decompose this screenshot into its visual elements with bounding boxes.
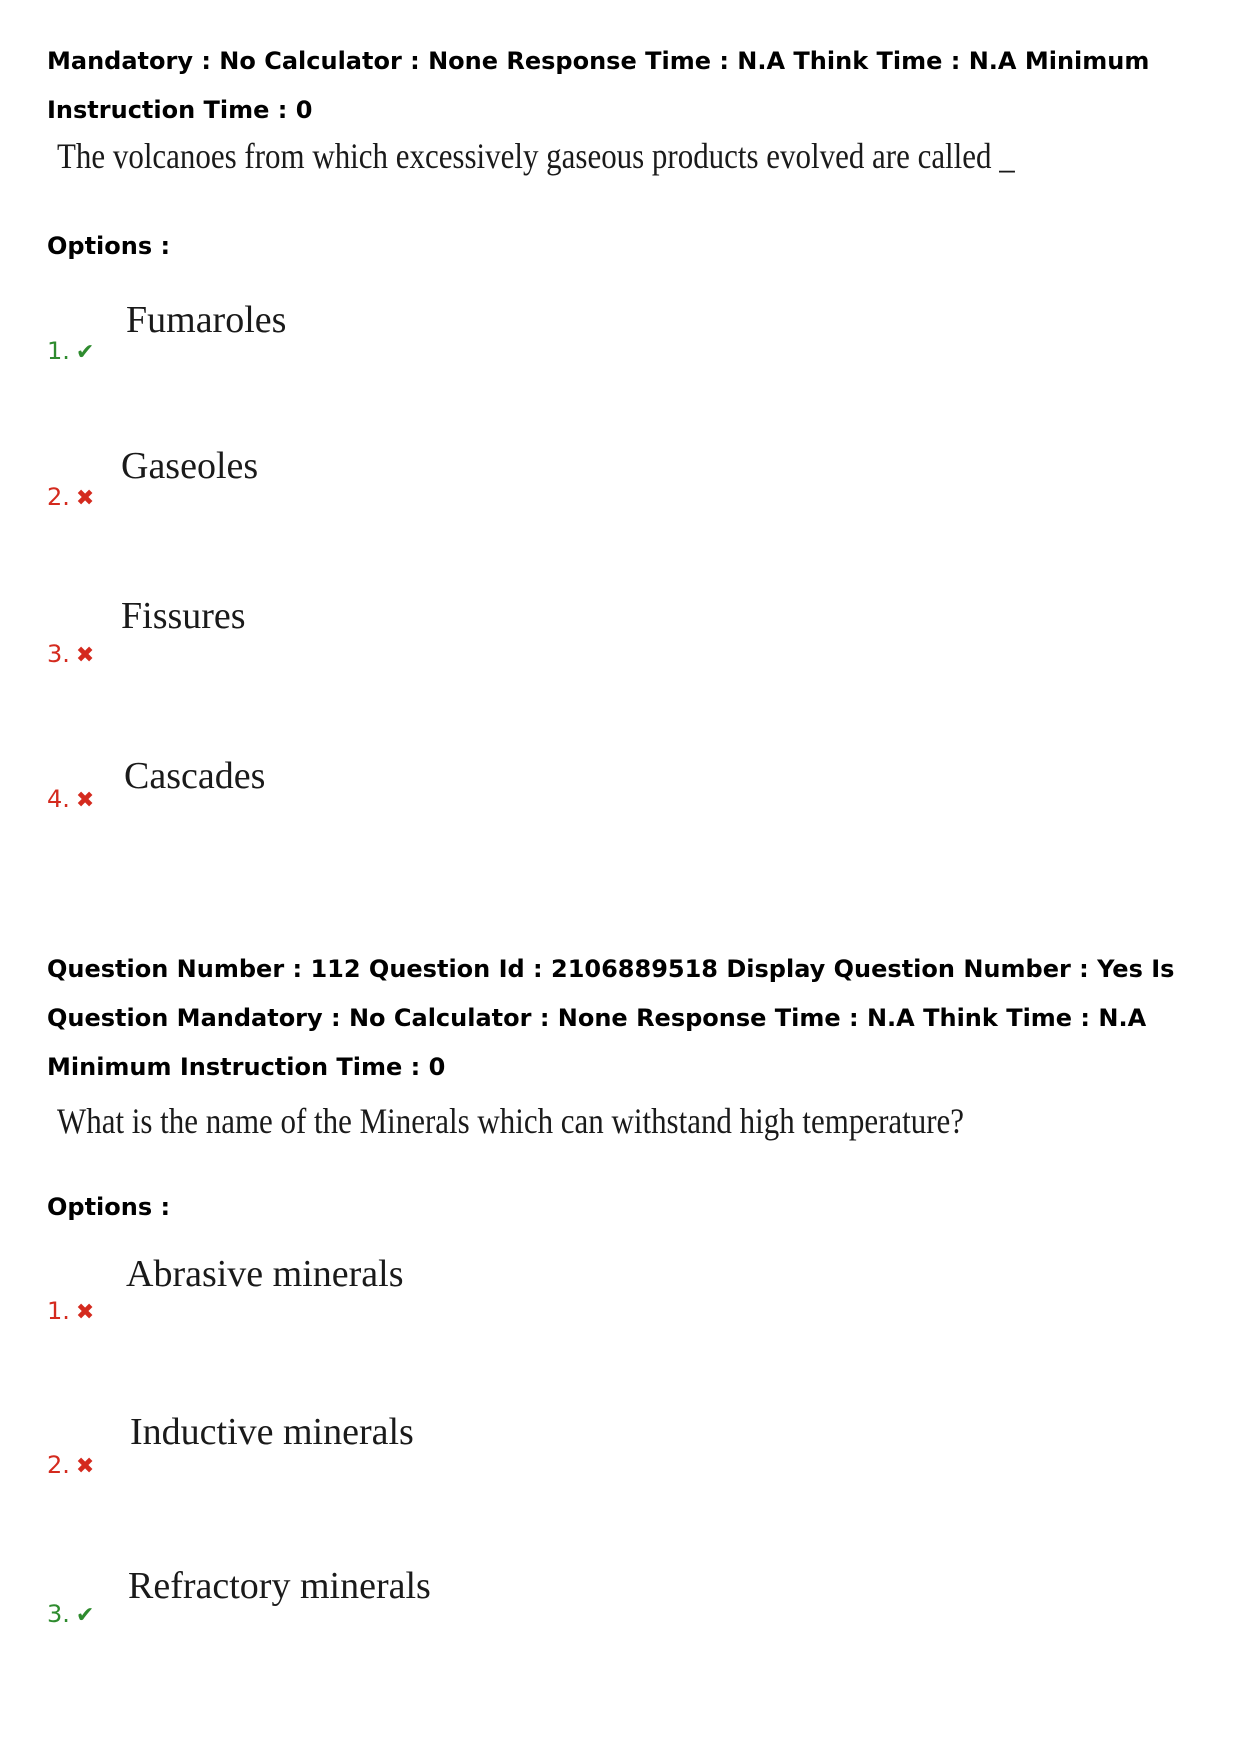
cross-icon: ✖: [75, 486, 95, 511]
option-text: Gaseoles: [121, 445, 259, 487]
cross-icon: ✖: [75, 643, 95, 668]
option-text: Abrasive minerals: [126, 1253, 404, 1295]
option-number: 3. ✔: [47, 1600, 95, 1628]
option-number: 3. ✖: [47, 640, 95, 668]
options-label: Options :: [47, 1193, 171, 1221]
option-text: Inductive minerals: [130, 1411, 414, 1453]
option-number: 1. ✖: [47, 1297, 95, 1325]
question-meta: Question Number : 112 Question Id : 2106889518 Display Question Number : Yes Is Question Mandatory : No Calculator : None Response Time : N.A Think Time : N.A Minimum Instruction Time : 0: [47, 955, 1175, 1081]
option-text: Fumaroles: [126, 299, 287, 341]
check-icon: ✔: [75, 340, 95, 365]
question-meta: Mandatory : No Calculator : None Response Time : N.A Think Time : N.A Minimum Instruction Time : 0: [47, 47, 1150, 124]
option-number: 4. ✖: [47, 785, 95, 813]
option-number: 2. ✖: [47, 1451, 95, 1479]
option-text: Cascades: [124, 755, 266, 797]
option-text: Fissures: [121, 595, 246, 637]
option-number: 2. ✖: [47, 483, 95, 511]
cross-icon: ✖: [75, 1454, 95, 1479]
cross-icon: ✖: [75, 1300, 95, 1325]
check-icon: ✔: [75, 1603, 95, 1628]
option-number: 1. ✔: [47, 337, 95, 365]
question-text: What is the name of the Minerals which can withstand high temperature?: [57, 1101, 965, 1141]
cross-icon: ✖: [75, 788, 95, 813]
question-text: The volcanoes from which excessively gaseous products evolved are called _: [57, 136, 1015, 176]
options-label: Options :: [47, 232, 171, 260]
option-text: Refractory minerals: [128, 1565, 431, 1607]
